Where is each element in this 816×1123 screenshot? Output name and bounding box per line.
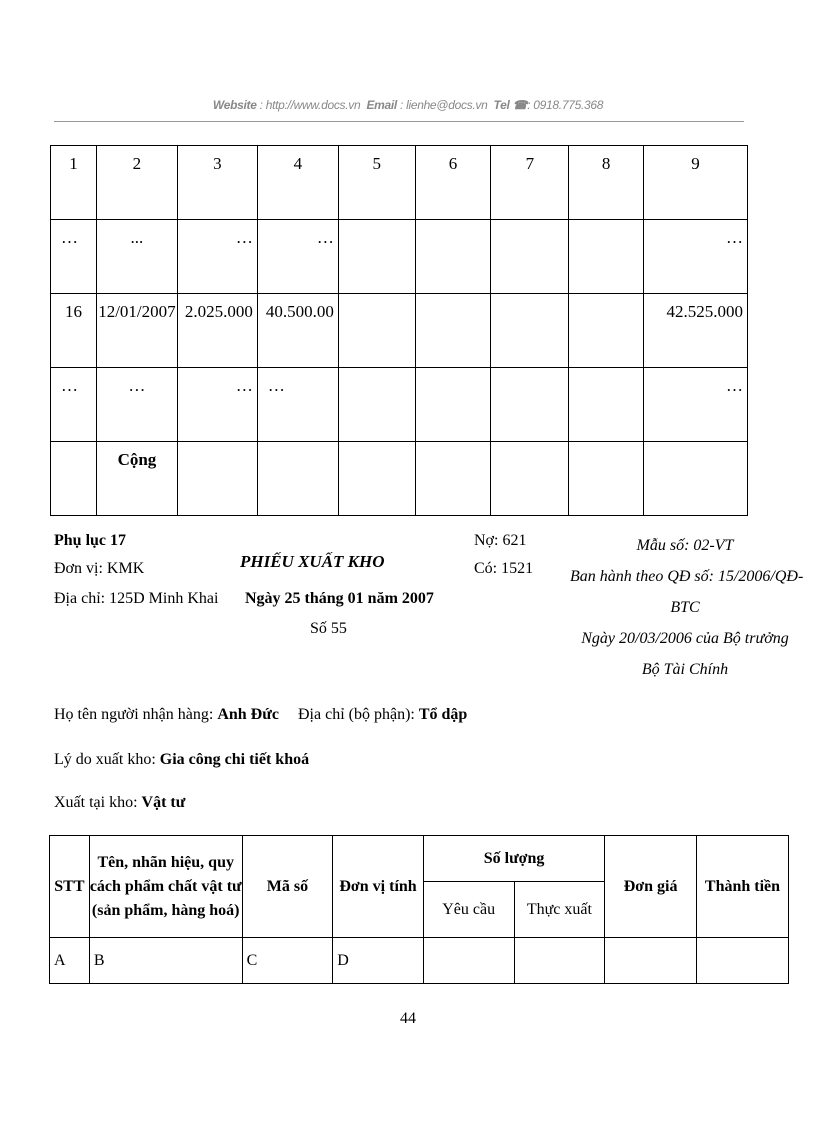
col-unit: Đơn vị tính [333,836,424,938]
issue-cell: A [50,938,90,984]
col-code: Mã số [242,836,333,938]
issue-cell [423,938,514,984]
tel-label: Tel [493,98,510,112]
issue-cell [514,938,605,984]
department-line [298,706,467,724]
email-value: : lienhe@docs.vn [400,98,488,112]
appendix-label: Phụ lục 17 [54,532,127,549]
ledger-row [51,368,748,442]
col-qty-requested: Yêu cầu [423,882,514,938]
form-date: Ngày 25 tháng 01 năm 2007 [245,590,434,607]
ledger-col-header: 4 [257,146,338,220]
col-item-name-line2: cách phẩm chất vật tư [89,877,242,895]
ledger-cell [338,442,415,516]
page-header [0,98,816,112]
issued-by-line2: BTC [670,599,700,616]
receiver-line [54,706,279,724]
ledger-cell [569,442,644,516]
form-code-block [570,530,804,685]
ledger-cell [569,368,644,442]
col-item-name [89,836,242,938]
form-number: Số 55 [310,620,347,637]
ledger-cell [415,442,491,516]
ledger-col-header: 1 [51,146,97,220]
issue-cell [696,938,788,984]
ledger-cell: 16 [51,294,97,368]
ledger-cell: … [51,368,97,442]
ledger-cell: ... [96,220,177,294]
ledger-cell: … [644,220,748,294]
header-divider [54,121,744,122]
ledger-header-row [51,146,748,220]
credit-account: Có: 1521 [474,560,534,577]
issued-by-line4: Bộ Tài Chính [641,661,729,678]
ledger-cell: … [177,220,257,294]
ledger-col-header: 3 [177,146,257,220]
phone-icon: ☎ [512,98,528,112]
ledger-col-header: 5 [338,146,415,220]
website-value: : http://www.docs.vn [259,98,361,112]
ledger-cell: 12/01/2007 [96,294,177,368]
issue-cell [605,938,697,984]
form-code: Mẫu số: 02-VT [636,537,734,554]
receiver-label: Họ tên người nhận hàng: [54,706,214,723]
col-stt: STT [50,836,90,938]
ledger-cell [51,442,97,516]
ledger-cell: 2.025.000 [177,294,257,368]
col-item-name-line3: (sản phẩm, hàng hoá) [91,901,240,919]
ledger-cell: 40.500.00 [257,294,338,368]
ledger-cell [491,294,569,368]
debit-account: Nợ: 621 [474,532,527,549]
ledger-cell [177,442,257,516]
ledger-cell [338,368,415,442]
issue-cell: B [89,938,242,984]
ledger-cell: … [257,368,338,442]
col-quantity: Số lượng [423,836,604,882]
email-label: Email [366,98,397,112]
receiver-value: Anh Đức [217,706,279,723]
issue-table [49,835,789,984]
ledger-col-header: 9 [644,146,748,220]
ledger-cell: 42.525.000 [644,294,748,368]
issue-row [50,938,789,984]
issue-cell: C [242,938,333,984]
ledger-cell [338,220,415,294]
form-title: PHIẾU XUẤT KHO [240,552,385,571]
ledger-cell [491,368,569,442]
ledger-cell: … [96,368,177,442]
ledger-table [50,145,748,516]
department-label: Địa chỉ (bộ phận): [298,706,415,723]
ledger-cell [569,294,644,368]
col-amount: Thành tiền [696,836,788,938]
ledger-cell: … [644,368,748,442]
warehouse-label: Xuất tại kho: [54,794,138,811]
warehouse-value: Vật tư [141,794,186,811]
ledger-cell [644,442,748,516]
col-price: Đơn giá [605,836,697,938]
ledger-cell: … [177,368,257,442]
ledger-col-header: 2 [96,146,177,220]
ledger-cell: … [257,220,338,294]
ledger-total-row [51,442,748,516]
ledger-cell [415,368,491,442]
ledger-total-label: Cộng [96,442,177,516]
tel-value: : 0918.775.368 [527,98,604,112]
ledger-cell [415,294,491,368]
ledger-cell [491,220,569,294]
ledger-cell: … [51,220,97,294]
issue-cell: D [333,938,424,984]
page-number: 44 [400,1010,416,1027]
department-value: Tổ dập [418,706,468,723]
ledger-cell [569,220,644,294]
issued-by-line1: Ban hành theo QĐ số: 15/2006/QĐ- [570,568,804,585]
reason-line [54,751,309,769]
ledger-cell [491,442,569,516]
ledger-cell [338,294,415,368]
ledger-row [51,220,748,294]
ledger-col-header: 6 [415,146,491,220]
ledger-cell [257,442,338,516]
warehouse-line [54,794,185,812]
reason-value: Gia công chi tiết khoá [159,751,310,768]
ledger-col-header: 7 [491,146,569,220]
website-label: Website [212,98,257,112]
issue-header-row [50,836,789,882]
ledger-col-header: 8 [569,146,644,220]
col-qty-actual: Thực xuất [514,882,605,938]
col-item-name-line1: Tên, nhãn hiệu, quy [97,853,234,871]
ledger-cell [415,220,491,294]
unit-label: Đơn vị: KMK [54,560,145,577]
address-label: Địa chỉ: 125D Minh Khai [54,590,219,607]
ledger-row [51,294,748,368]
reason-label: Lý do xuất kho: [54,751,156,768]
issued-by-line3: Ngày 20/03/2006 của Bộ trưởng [581,630,789,647]
